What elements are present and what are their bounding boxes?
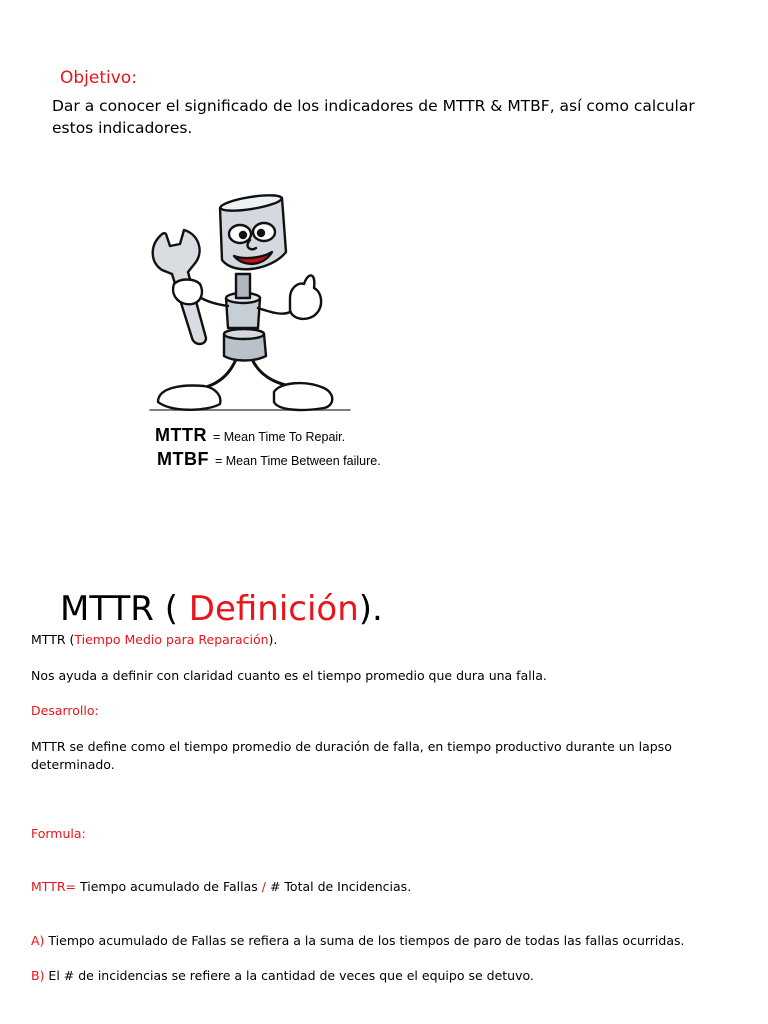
item-b	[31, 967, 731, 985]
desarrollo-paragraph: MTTR se define como el tiempo promedio de duración de falla, en tiempo productivo durante un lapso determinado.	[31, 739, 672, 772]
mttr-expansion-line	[31, 631, 731, 649]
formula-label: Formula:	[31, 826, 86, 841]
section-title-prefix: MTTR (	[60, 589, 189, 629]
mttr-meaning: = Mean Time To Repair.	[212, 430, 346, 444]
mtbf-abbreviation: MTBF	[157, 449, 209, 469]
mttr-abbreviation: MTTR	[155, 425, 207, 445]
item-a-text: Tiempo acumulado de Fallas se refiera a la suma de los tiempos de paro de todas las fallas ocurridas.	[44, 933, 685, 948]
item-a-marker: A)	[31, 933, 45, 948]
objective-label: Objetivo:	[60, 68, 137, 88]
formula-denominator: # Total de Incidencias.	[265, 879, 412, 894]
item-a	[31, 932, 731, 950]
mtbf-meaning: = Mean Time Between failure.	[214, 454, 381, 468]
mtbf-definition-row	[157, 449, 381, 470]
formula-numerator: Tiempo acumulado de Fallas	[76, 879, 262, 894]
formula-operator: /	[261, 879, 266, 894]
item-b-marker: B)	[31, 968, 45, 983]
mttr-expansion-prefix: MTTR (	[31, 632, 75, 647]
intro-paragraph: Nos ayuda a definir con claridad cuanto es el tiempo promedio que dura una falla.	[31, 668, 547, 683]
desarrollo-label: Desarrollo:	[31, 703, 99, 718]
mttr-expansion-suffix: ).	[268, 632, 278, 647]
section-title-highlight: Definición	[188, 589, 359, 629]
formula-line	[31, 878, 731, 896]
objective-text: Dar a conocer el significado de los indicadores de MTTR & MTBF, así como calcular estos indicadores.	[52, 97, 695, 137]
section-title-suffix: ).	[358, 589, 383, 629]
wrench-mascot-illustration	[140, 188, 380, 420]
mttr-definition-row	[155, 425, 345, 446]
mttr-expansion-highlight: Tiempo Medio para Reparación	[74, 632, 269, 647]
section-title	[60, 588, 383, 630]
formula-lhs: MTTR=	[31, 879, 76, 894]
item-b-text: El # de incidencias se refiere a la cantidad de veces que el equipo se detuvo.	[44, 968, 534, 983]
